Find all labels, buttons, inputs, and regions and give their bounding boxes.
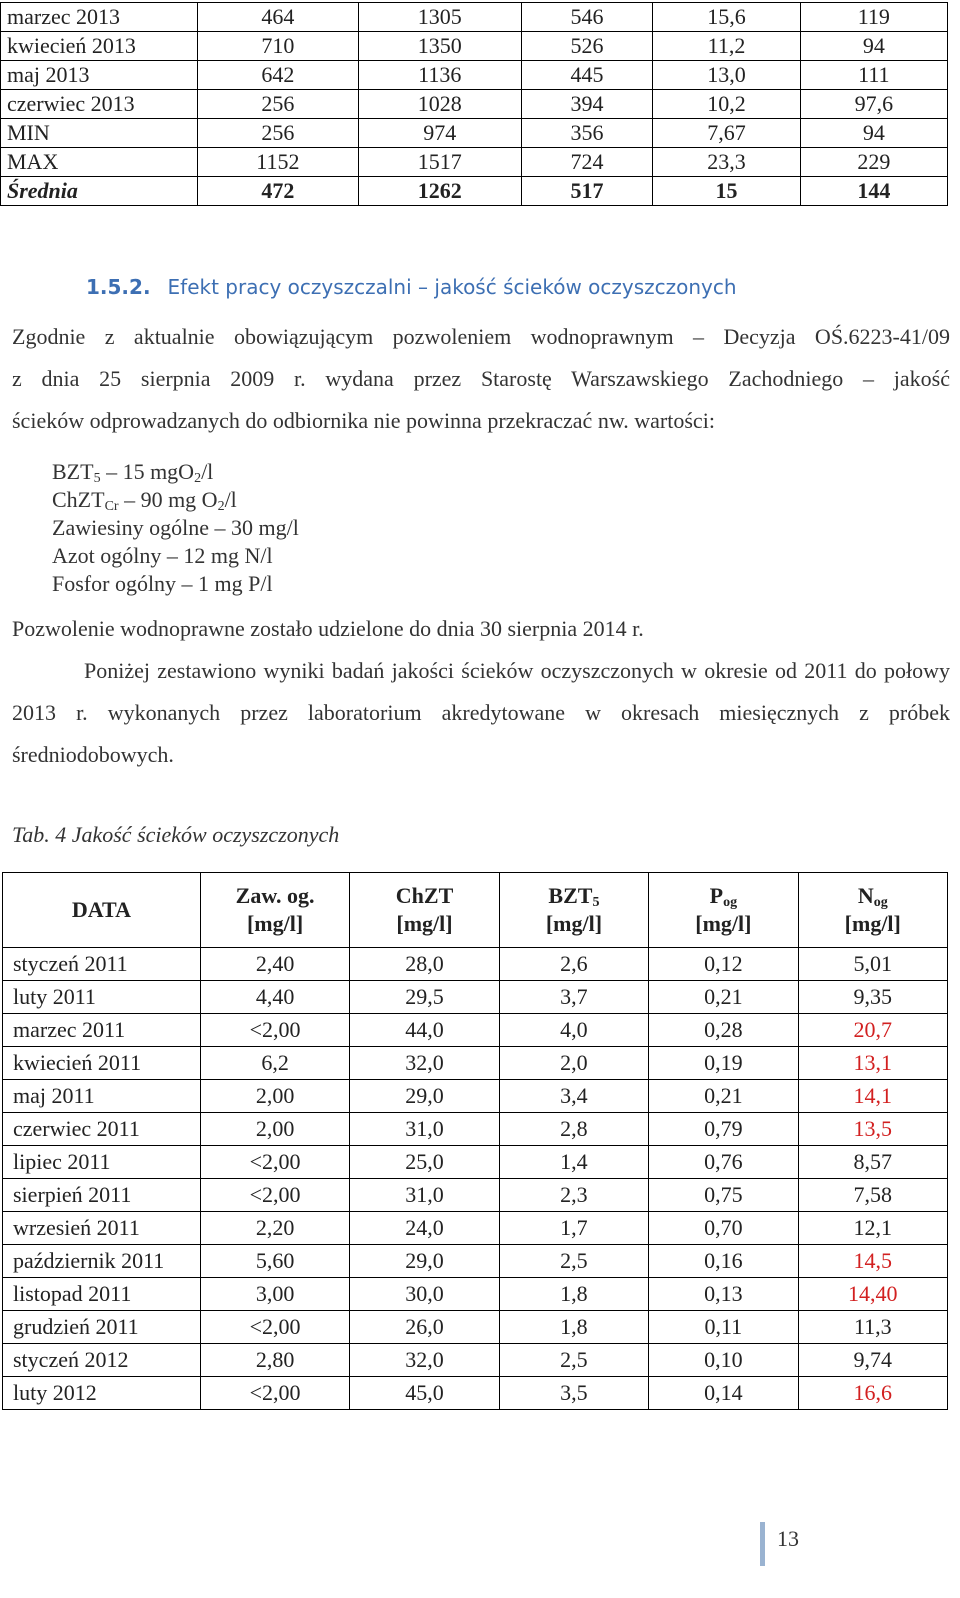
top-cell: 546 [521, 3, 653, 32]
row-value: 8,57 [798, 1146, 947, 1179]
top-row-label: kwiecień 2013 [1, 32, 198, 61]
row-value: 26,0 [350, 1311, 499, 1344]
top-cell: 97,6 [800, 90, 947, 119]
table-row [3, 1047, 948, 1080]
limit-azot: Azot ogólny – 12 mg N/l [52, 543, 273, 568]
top-row-label: Średnia [1, 177, 198, 206]
row-date: grudzień 2011 [3, 1311, 201, 1344]
header-bzt: $BZT_5$ [mg/l] [499, 873, 648, 948]
row-date: lipiec 2011 [3, 1146, 201, 1179]
row-value: 5,01 [798, 948, 947, 981]
row-value: 2,6 [499, 948, 648, 981]
row-value: 5,60 [200, 1245, 349, 1278]
row-value: 2,40 [200, 948, 349, 981]
row-value: 3,7 [499, 981, 648, 1014]
top-cell: 7,67 [653, 119, 800, 148]
results-intro-paragraph: Poniżej zestawiono wyniki badań jakości ścieków oczyszczonych w okresie od 2011 do połowy 2013 r. wykonanych przez laboratorium akredytowane w okresach miesięcznych z próbek średniodobowych. [12, 658, 950, 767]
row-value: 0,16 [649, 1245, 798, 1278]
table-row [3, 1146, 948, 1179]
top-cell: 1517 [358, 148, 521, 177]
row-value: 2,80 [200, 1344, 349, 1377]
table-row [3, 1245, 948, 1278]
row-value: 14,5 [798, 1245, 947, 1278]
row-value: 9,74 [798, 1344, 947, 1377]
row-value: 45,0 [350, 1377, 499, 1410]
top-cell: 1350 [358, 32, 521, 61]
row-value: 2,3 [499, 1179, 648, 1212]
top-table-row [1, 148, 948, 177]
row-value: 0,10 [649, 1344, 798, 1377]
top-cell: 10,2 [653, 90, 800, 119]
row-value: 11,3 [798, 1311, 947, 1344]
top-cell: 94 [800, 119, 947, 148]
top-table-row [1, 90, 948, 119]
summary-table-top [0, 2, 948, 206]
row-value: 2,0 [499, 1047, 648, 1080]
top-cell: 15 [653, 177, 800, 206]
row-value: 0,21 [649, 981, 798, 1014]
row-value: 29,0 [350, 1080, 499, 1113]
row-value: 0,76 [649, 1146, 798, 1179]
header-zaw: Zaw. og. [mg/l] [200, 873, 349, 948]
section-heading [86, 275, 737, 299]
permit-validity-paragraph: Pozwolenie wodnoprawne zostało udzielone do dnia 30 sierpnia 2014 r. [12, 616, 644, 641]
row-value: 9,35 [798, 981, 947, 1014]
row-date: maj 2011 [3, 1080, 201, 1113]
top-table-row [1, 177, 948, 206]
permit-paragraph-line-1: Zgodnie z aktualnie obowiązującym pozwoleniem wodnoprawnym – Decyzja OŚ.6223-41/09 [12, 324, 950, 349]
header-n: $N_{og}$ [mg/l] [798, 873, 947, 948]
row-date: październik 2011 [3, 1245, 201, 1278]
row-value: <2,00 [200, 1377, 349, 1410]
row-value: 24,0 [350, 1212, 499, 1245]
top-cell: 356 [521, 119, 653, 148]
row-value: 31,0 [350, 1113, 499, 1146]
table-row [3, 1113, 948, 1146]
limit-values-list [52, 458, 299, 598]
top-row-label: maj 2013 [1, 61, 198, 90]
row-date: kwiecień 2011 [3, 1047, 201, 1080]
row-value: 0,75 [649, 1179, 798, 1212]
section-number: 1.5.2. [86, 275, 151, 299]
row-value: 0,70 [649, 1212, 798, 1245]
row-value: 44,0 [350, 1014, 499, 1047]
top-cell: 256 [198, 90, 359, 119]
row-value: 28,0 [350, 948, 499, 981]
row-value: 32,0 [350, 1047, 499, 1080]
row-value: 30,0 [350, 1278, 499, 1311]
top-cell: 445 [521, 61, 653, 90]
top-cell: 256 [198, 119, 359, 148]
table-row [3, 981, 948, 1014]
top-cell: 15,6 [653, 3, 800, 32]
top-table-row [1, 61, 948, 90]
top-cell: 13,0 [653, 61, 800, 90]
row-date: wrzesień 2011 [3, 1212, 201, 1245]
row-value: 2,5 [499, 1344, 648, 1377]
top-table-row [1, 119, 948, 148]
top-cell: 1028 [358, 90, 521, 119]
row-date: marzec 2011 [3, 1014, 201, 1047]
top-cell: 23,3 [653, 148, 800, 177]
permit-paragraph-line-3: ścieków odprowadzanych do odbiornika nie powinna przekraczać nw. wartości: [12, 408, 715, 433]
row-value: 0,19 [649, 1047, 798, 1080]
table-row [3, 1344, 948, 1377]
row-value: 6,2 [200, 1047, 349, 1080]
row-value: 0,11 [649, 1311, 798, 1344]
row-value: 14,1 [798, 1080, 947, 1113]
row-value: 4,0 [499, 1014, 648, 1047]
top-cell: 1152 [198, 148, 359, 177]
row-value: 25,0 [350, 1146, 499, 1179]
table-row [3, 1278, 948, 1311]
row-value: 32,0 [350, 1344, 499, 1377]
row-value: 4,40 [200, 981, 349, 1014]
top-cell: 1262 [358, 177, 521, 206]
limit-bzt: $BZT_5 - 15$ mgO$_2$/l [52, 459, 214, 486]
section-title: Efekt pracy oczyszczalni – jakość ścieków oczyszczonych [167, 275, 737, 299]
table-row [3, 1212, 948, 1245]
row-value: 1,8 [499, 1278, 648, 1311]
row-value: <2,00 [200, 1014, 349, 1047]
row-value: 14,40 [798, 1278, 947, 1311]
row-date: styczeń 2012 [3, 1344, 201, 1377]
row-date: sierpień 2011 [3, 1179, 201, 1212]
top-cell: 144 [800, 177, 947, 206]
header-p: $P_{og}$ [mg/l] [649, 873, 798, 948]
limit-fosfor: Fosfor ogólny – 1 mg P/l [52, 571, 273, 596]
top-cell: 229 [800, 148, 947, 177]
top-row-label: MAX [1, 148, 198, 177]
row-value: 31,0 [350, 1179, 499, 1212]
header-chzt: ChZT [mg/l] [350, 873, 499, 948]
top-row-label: czerwiec 2013 [1, 90, 198, 119]
row-value: 1,4 [499, 1146, 648, 1179]
row-value: 13,5 [798, 1113, 947, 1146]
top-row-label: MIN [1, 119, 198, 148]
table-header-row [3, 873, 948, 948]
header-date: DATA [3, 873, 201, 948]
top-cell: 526 [521, 32, 653, 61]
top-cell: 1305 [358, 3, 521, 32]
treated-wastewater-quality-table [2, 872, 948, 1410]
row-date: listopad 2011 [3, 1278, 201, 1311]
row-date: czerwiec 2011 [3, 1113, 201, 1146]
row-value: 29,5 [350, 981, 499, 1014]
top-cell: 94 [800, 32, 947, 61]
top-cell: 642 [198, 61, 359, 90]
limit-chzt: ChZT$_{Cr}$ – 90 mg $O_2/l$ [52, 487, 237, 514]
row-value: 0,14 [649, 1377, 798, 1410]
row-value: 0,28 [649, 1014, 798, 1047]
table-row [3, 1014, 948, 1047]
row-value: 2,00 [200, 1080, 349, 1113]
row-value: <2,00 [200, 1311, 349, 1344]
permit-paragraph-line-2: z dnia 25 sierpnia 2009 r. wydana przez Starostę Warszawskiego Zachodniego – jakość [12, 366, 950, 391]
top-cell: 517 [521, 177, 653, 206]
top-row-label: marzec 2013 [1, 3, 198, 32]
row-value: 0,12 [649, 948, 798, 981]
top-cell: 394 [521, 90, 653, 119]
row-value: 3,00 [200, 1278, 349, 1311]
top-cell: 11,2 [653, 32, 800, 61]
table-row [3, 1080, 948, 1113]
row-value: 2,5 [499, 1245, 648, 1278]
row-value: 20,7 [798, 1014, 947, 1047]
row-value: 3,5 [499, 1377, 648, 1410]
row-value: 3,4 [499, 1080, 648, 1113]
page-number: 13 [760, 1522, 799, 1566]
limit-zawiesiny: Zawiesiny ogólne – 30 mg/l [52, 515, 299, 540]
row-date: luty 2011 [3, 981, 201, 1014]
table-row [3, 948, 948, 981]
row-value: 2,20 [200, 1212, 349, 1245]
row-value: <2,00 [200, 1179, 349, 1212]
row-date: styczeń 2011 [3, 948, 201, 981]
top-cell: 464 [198, 3, 359, 32]
table-row [3, 1179, 948, 1212]
top-cell: 472 [198, 177, 359, 206]
row-value: 0,13 [649, 1278, 798, 1311]
row-value: 7,58 [798, 1179, 947, 1212]
top-table-row [1, 3, 948, 32]
row-value: 2,00 [200, 1113, 349, 1146]
row-value: 0,79 [649, 1113, 798, 1146]
top-cell: 111 [800, 61, 947, 90]
table-row [3, 1377, 948, 1410]
row-value: 0,21 [649, 1080, 798, 1113]
top-cell: 1136 [358, 61, 521, 90]
row-value: 1,8 [499, 1311, 648, 1344]
top-cell: 974 [358, 119, 521, 148]
row-value: 13,1 [798, 1047, 947, 1080]
row-value: 12,1 [798, 1212, 947, 1245]
row-date: luty 2012 [3, 1377, 201, 1410]
table-row [3, 1311, 948, 1344]
row-value: 29,0 [350, 1245, 499, 1278]
top-cell: 724 [521, 148, 653, 177]
top-cell: 710 [198, 32, 359, 61]
row-value: 1,7 [499, 1212, 648, 1245]
top-table-row [1, 32, 948, 61]
row-value: <2,00 [200, 1146, 349, 1179]
row-value: 2,8 [499, 1113, 648, 1146]
row-value: 16,6 [798, 1377, 947, 1410]
table-caption: Tab. 4 Jakość ścieków oczyszczonych [12, 822, 340, 847]
top-cell: 119 [800, 3, 947, 32]
